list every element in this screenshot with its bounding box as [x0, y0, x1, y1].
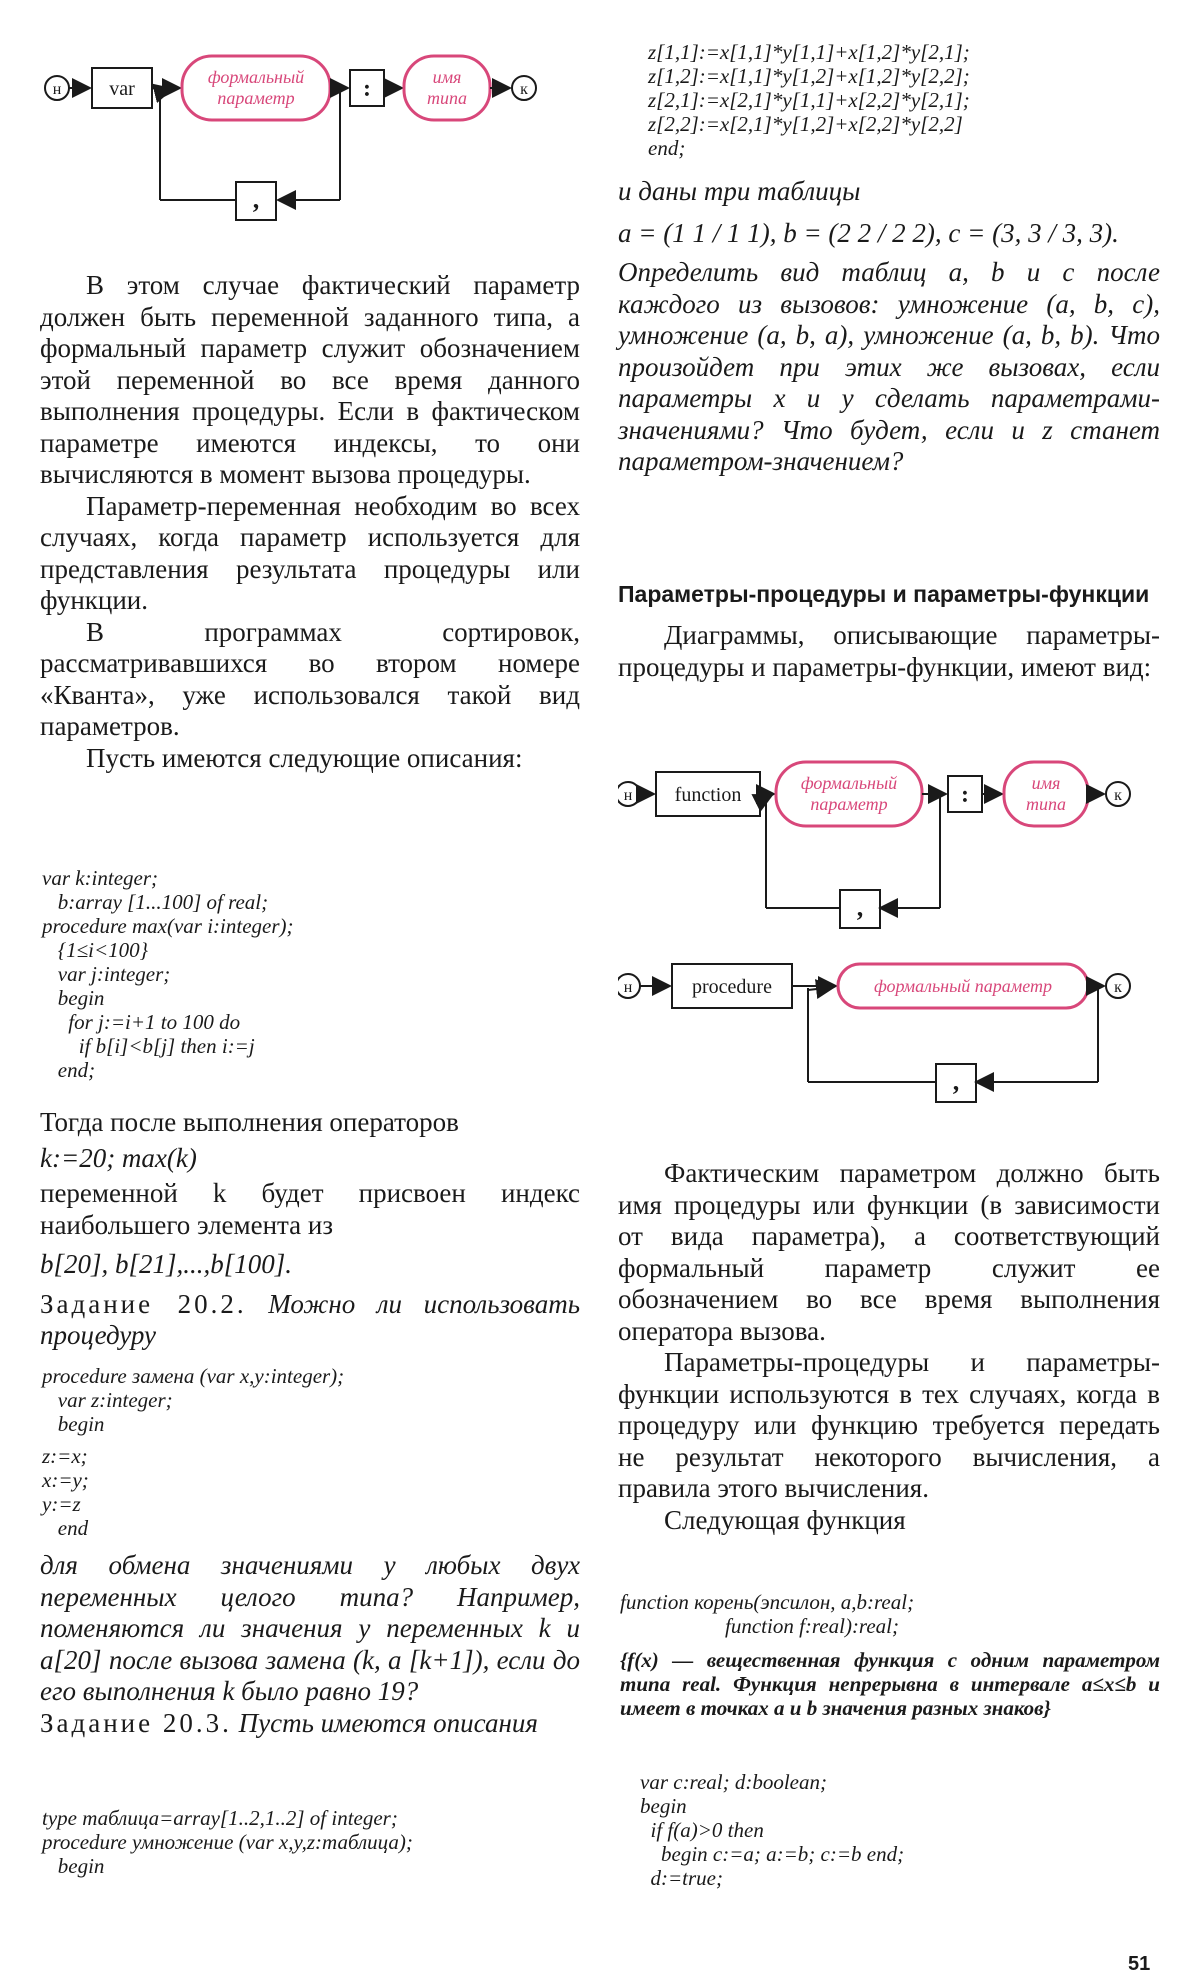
procedure-parameter-diagram	[618, 950, 1160, 1110]
function-formal-label-1: формальный	[800, 773, 898, 793]
function-parameter-diagram	[618, 752, 1160, 932]
code-comment: {f(x) — вещественная функция с одним параметром типа real. Функция непрерывна в интервале a≤x≤b и имеет в точках a и b значения разных знаков}	[620, 1648, 1160, 1720]
formula-k-assign: k:=20; max(k)	[40, 1142, 197, 1173]
paragraph-calls-question: Определить вид таблиц a, b и c после каждого из вызовов: умножение (a, b, c), умножение (a, b, a), умножение (a, b, b). Что произойдет при этих же вызовах, если параметры x и y сделать параметрами-значениями? Что будет, если и z станет параметром-значением?	[618, 257, 1160, 476]
colon-box: :	[363, 76, 371, 102]
paragraph-actual-parameter: В этом случае фактический параметр должен быть переменной заданного типа, а формальный параметр служит обозначением этой переменной во все время данного выполнения процедуры. Если в фактическом параметре имеются индексы, то они вычисляются в момент вызова процедуры.	[40, 270, 580, 489]
code-max-procedure: var k:integer; b:array [1...100] of real; procedure max(var i:integer); {1≤i<100} var j:integer; begin for j:=i+1 to 100 do if b[i]<b[j] then i:=j end;	[42, 866, 294, 1082]
function-start-node: н	[623, 787, 633, 804]
code-root-function: function корень(эпсилон, a,b:real; function f:real):real;	[620, 1590, 915, 1638]
paragraph-following-function: Следующая функция	[664, 1504, 906, 1535]
function-formal-label-2: параметр	[810, 794, 888, 814]
paragraph-procedure-params-usage: Параметры-процедуры и параметры-функции используются в тех случаях, когда в процедуру или функцию требуется передать не результат некоторого вычисления, а правила этого вычисления.	[618, 1347, 1160, 1503]
end-node-label: к	[520, 81, 528, 98]
formal-parameter-label-1: формальный	[207, 67, 305, 87]
procedure-keyword-box: procedure	[692, 976, 772, 998]
task-20-2-text: Можно ли использовать процедуру	[40, 1288, 580, 1350]
code-table-type: type таблица=array[1..2,1..2] of integer; procedure умножение (var x,y,z:таблица); begin	[42, 1806, 413, 1878]
task-20-2	[40, 1289, 580, 1352]
code-root-body: var c:real; d:boolean; begin if f(a)>0 then begin c:=a; a:=b; c:=b end; d:=true;	[640, 1770, 905, 1890]
formula-b-range: b[20], b[21],...,b[100].	[40, 1249, 293, 1279]
start-node-label: н	[52, 81, 62, 98]
paragraph-sort-programs: В программах сортировок, рассматривавшихся во втором номере «Кванта», уже использовался такой вид параметров.	[40, 616, 580, 741]
type-name-label-1: имя	[432, 67, 462, 87]
task-20-3-text: Пусть имеются описания	[238, 1707, 538, 1738]
function-type-label-2: типа	[1026, 794, 1066, 814]
procedure-comma-box: ,	[952, 1067, 960, 1096]
formal-parameter-label-2: параметр	[217, 88, 295, 108]
paragraph-actual-procedure-name: Фактическим параметром должно быть имя процедуры или функции (в зависимости от вида параметра), а соответствующий формальный параметр служит ее обозначением во все время выполнения оператора вызова.	[618, 1158, 1160, 1346]
procedure-end-node: к	[1114, 979, 1122, 996]
paragraph-variable-parameter: Параметр-переменная необходим во всех случаях, когда параметр используется для представления результата процедуры или функции.	[40, 490, 580, 615]
comma-box: ,	[252, 185, 260, 214]
paragraph-diagrams-intro: Диаграммы, описывающие параметры-процедуры и параметры-функции, имеют вид:	[618, 620, 1160, 682]
paragraph-three-tables: и даны три таблицы	[618, 176, 861, 206]
matrices-abc: a = (1 1 / 1 1), b = (2 2 / 2 2), c = (3, 3 / 3, 3).	[618, 217, 1119, 248]
page-number: 51	[1128, 1953, 1151, 1975]
function-comma-box: ,	[856, 893, 864, 922]
task-20-3	[40, 1708, 580, 1740]
section-heading: Параметры-процедуры и параметры-функции	[618, 581, 1150, 607]
task-20-2-label: Задание 20.2.	[40, 1288, 247, 1319]
function-colon-box: :	[961, 782, 969, 808]
paragraph-swap-question: для обмена значениями у любых двух переменных целого типа? Например, поменяются ли значения у переменных k и a[20] после вызова замена (k, a [k+1]), если до его выполнения k было равно 19?	[40, 1550, 580, 1706]
paragraph-index-assigned: переменной k будет присвоен индекс наибольшего элемента из	[40, 1178, 580, 1240]
function-end-node: к	[1114, 787, 1122, 804]
paragraph-descriptions: Пусть имеются следующие описания:	[86, 742, 523, 773]
task-20-3-label: Задание 20.3.	[40, 1707, 232, 1738]
procedure-start-node: н	[623, 979, 633, 996]
var-parameter-diagram	[40, 40, 580, 230]
function-keyword-box: function	[674, 784, 742, 806]
var-keyword-box: var	[109, 78, 135, 100]
function-type-label-1: имя	[1031, 773, 1061, 793]
paragraph-after-execution: Тогда после выполнения операторов	[40, 1107, 459, 1137]
procedure-formal-label: формальный параметр	[873, 976, 1053, 996]
type-name-label-2: типа	[427, 88, 467, 108]
code-multiplication-body: z[1,1]:=x[1,1]*y[1,1]+x[1,2]*y[2,1]; z[1,2]:=x[1,1]*y[1,2]+x[1,2]*y[2,2]; z[2,1]:=x[2,1]*y[1,1]+x[2,2]*y[2,1]; z[2,2]:=x[2,1]*y[1,2]+x[2,2]*y[2,2] end;	[648, 40, 970, 160]
code-swap-procedure: procedure замена (var x,y:integer); var z:integer; begin z:=x; x:=y; y:=z end	[42, 1364, 345, 1540]
